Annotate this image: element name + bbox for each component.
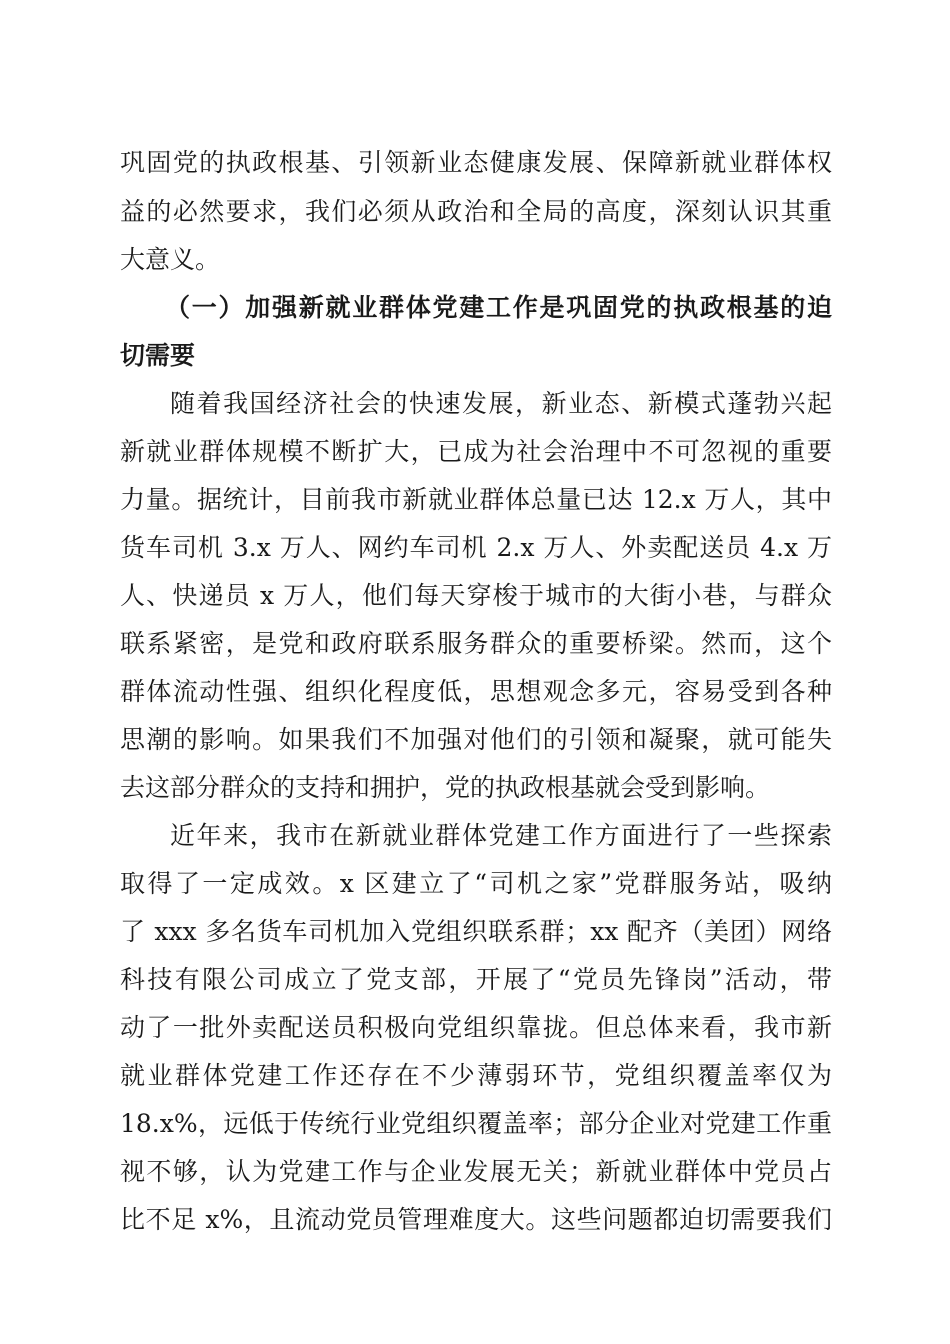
paragraph-line: 群体流动性强、组织化程度低，思想观念多元，容易受到各种 bbox=[120, 677, 832, 706]
paragraph-line: 取得了一定成效。x 区建立了“司机之家”党群服务站，吸纳 bbox=[120, 869, 832, 898]
paragraph-line: 新就业群体规模不断扩大，已成为社会治理中不可忽视的重要 bbox=[120, 437, 832, 466]
paragraph-line: 思潮的影响。如果我们不加强对他们的引领和凝聚，就可能失 bbox=[120, 725, 832, 754]
paragraph-line: 货车司机 3.x 万人、网约车司机 2.x 万人、外卖配送员 4.x 万 bbox=[120, 533, 832, 562]
section-heading: （一）加强新就业群体党建工作是巩固党的执政根基的迫 bbox=[165, 293, 832, 322]
paragraph-line: 就业群体党建工作还存在不少薄弱环节，党组织覆盖率仅为 bbox=[120, 1061, 832, 1090]
paragraph-line: 去这部分群众的支持和拥护，党的执政根基就会受到影响。 bbox=[120, 773, 771, 802]
paragraph-line: 人、快递员 x 万人，他们每天穿梭于城市的大街小巷，与群众 bbox=[120, 581, 832, 610]
intro-line: 大意义。 bbox=[120, 245, 221, 274]
paragraph-line: 了 xxx 多名货车司机加入党组织联系群；xx 配齐（美团）网络 bbox=[120, 917, 832, 946]
paragraph-line: 视不够，认为党建工作与企业发展无关；新就业群体中党员占 bbox=[120, 1157, 832, 1186]
paragraph-line: 随着我国经济社会的快速发展，新业态、新模式蓬勃兴起 bbox=[170, 389, 832, 418]
paragraph-line: 力量。据统计，目前我市新就业群体总量已达 12.x 万人，其中 bbox=[120, 485, 832, 514]
section-heading: 切需要 bbox=[120, 341, 196, 370]
paragraph-line: 动了一批外卖配送员积极向党组织靠拢。但总体来看，我市新 bbox=[120, 1013, 832, 1042]
paragraph-line: 近年来，我市在新就业群体党建工作方面进行了一些探索 bbox=[170, 821, 832, 850]
paragraph-line: 比不足 x%，且流动党员管理难度大。这些问题都迫切需要我们 bbox=[120, 1205, 832, 1234]
paragraph-line: 18.x%，远低于传统行业党组织覆盖率；部分企业对党建工作重 bbox=[120, 1109, 832, 1138]
intro-line: 巩固党的执政根基、引领新业态健康发展、保障新就业群体权 bbox=[120, 148, 832, 177]
paragraph-line: 联系紧密，是党和政府联系服务群众的重要桥梁。然而，这个 bbox=[120, 629, 832, 658]
intro-line: 益的必然要求，我们必须从政治和全局的高度，深刻认识其重 bbox=[120, 197, 832, 226]
paragraph-line: 科技有限公司成立了党支部，开展了“党员先锋岗”活动，带 bbox=[120, 965, 832, 994]
